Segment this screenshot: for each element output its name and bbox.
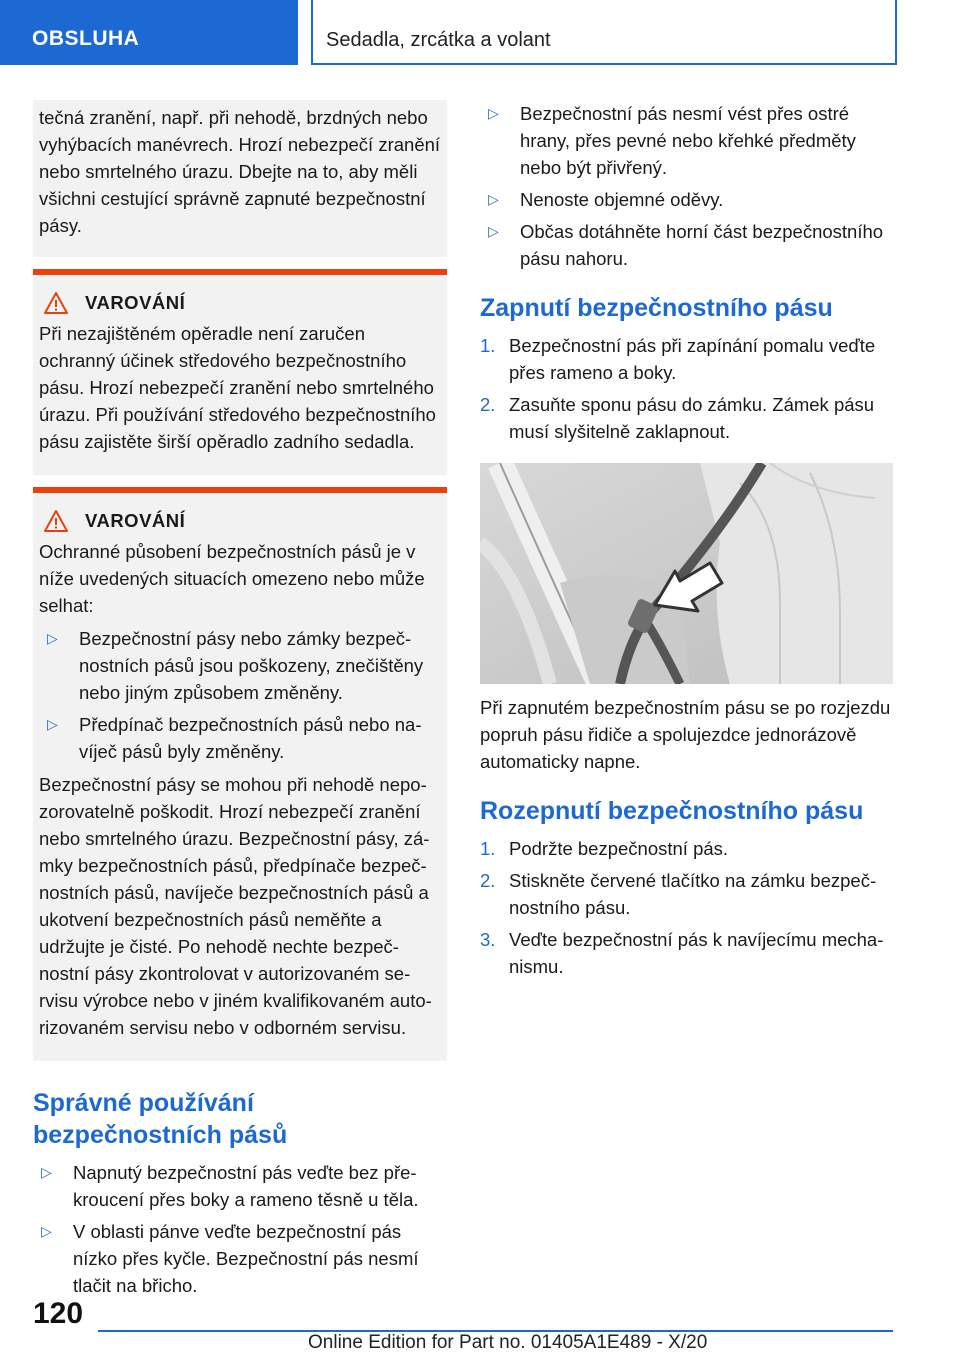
list-item — [480, 100, 892, 181]
list-item — [33, 1159, 447, 1213]
list-item — [33, 1218, 447, 1299]
list-item-text: V oblasti pánve veďte bezpečnostní pás nízko přes kyčle. Bezpečnostní pás nesmí tlačit na břicho. — [73, 1221, 419, 1296]
warning-box-1 — [33, 269, 447, 475]
left-column — [33, 100, 447, 1304]
right-column — [480, 100, 892, 985]
fasten-heading: Zapnutí bezpečnostního pásu — [480, 294, 833, 322]
triangle-bullet-icon: ▷ — [47, 716, 58, 732]
step-number: 3. — [480, 929, 496, 950]
triangle-bullet-icon: ▷ — [41, 1223, 52, 1239]
step-text: Zasuňte sponu pásu do zámku. Zámek pásu musí slyšitelně zaklapnout. — [509, 394, 875, 442]
list-item — [39, 625, 441, 706]
step-number: 1. — [480, 335, 496, 356]
warning-triangle-icon — [43, 291, 69, 315]
seatbelt-buckle-illustration — [480, 463, 893, 684]
warning-intro: Ochranné působení bezpečnostních pásů je v níže uvedených situacích omezeno nebo může selhat: — [39, 541, 425, 616]
list-item-text: Bezpečnostní pás nesmí vést přes ostré hrany, přes pevné nebo křehké předměty nebo být přivřený. — [520, 103, 856, 178]
step-item — [480, 835, 892, 862]
intro-note-text: tečná zranění, např. při nehodě, brzdných nebo vyhýbacích manévrech. Hrozí nebezpečí zranění nebo smrtelného úrazu. Dbejte na to, aby měli všichni cestující správně zapnuté bezpečnostní pásy. — [39, 107, 441, 236]
step-text: Veďte bezpečnostní pás k navíjecímu mechanismu. — [509, 929, 884, 977]
list-item — [480, 218, 892, 272]
step-text: Podržte bezpečnostní pás. — [509, 838, 729, 859]
step-number: 2. — [480, 870, 496, 891]
triangle-bullet-icon: ▷ — [41, 1164, 52, 1180]
header-section-tab — [0, 0, 298, 65]
header-section-label: OBSLUHA — [32, 27, 140, 50]
header-chapter-label: Sedadla, zrcátka a volant — [326, 29, 551, 51]
figure-caption: Při zapnutém bezpečnostním pásu se po rozjezdu popruh pásu řidiče a spolujezdce jednorázově automaticky napne. — [480, 697, 891, 772]
section-heading: Správné používání bezpečnostních pásů — [33, 1089, 288, 1149]
step-item — [480, 332, 892, 386]
step-item — [480, 867, 892, 921]
warning-title: VAROVÁNÍ — [85, 510, 186, 531]
warning-triangle-icon — [43, 509, 69, 533]
warning-title: VAROVÁNÍ — [85, 292, 186, 313]
step-number: 1. — [480, 838, 496, 859]
step-item — [480, 391, 892, 445]
triangle-bullet-icon: ▷ — [488, 223, 499, 239]
list-item-text: Napnutý bezpečnostní pás veďte bez překroucení přes boky a rameno těsně u těla. — [73, 1162, 419, 1210]
footer-edition: Online Edition for Part no. 01405A1E489 - X/20 — [308, 1332, 708, 1353]
list-item-text: Bezpečnostní pásy nebo zámky bezpečnostních pásů jsou poškozeny, znečištěny nebo jiným způsobem změněny. — [79, 628, 424, 703]
triangle-bullet-icon: ▷ — [488, 105, 499, 121]
intro-note-box — [33, 100, 447, 257]
warning-text: Při nezajištěném opěradle není zaručen ochranný účinek středového bezpečnostního pásu. Hrozí nebezpečí zranění nebo smrtelného úrazu. Při používání středového bezpečnostního pásu zajistěte širší opěradlo zadního sedadla. — [39, 323, 436, 452]
step-text: Bezpečnostní pás při zapínání pomalu veďte přes rameno a boky. — [509, 335, 876, 383]
step-number: 2. — [480, 394, 496, 415]
unfasten-heading: Rozepnutí bezpečnostního pásu — [480, 797, 864, 825]
list-item — [480, 186, 892, 213]
step-text: Stiskněte červené tlačítko na zámku bezpečnostního pásu. — [509, 870, 877, 918]
step-item — [480, 926, 892, 980]
triangle-bullet-icon: ▷ — [47, 630, 58, 646]
list-item-text: Předpínač bezpečnostních pásů nebo navíječ pásů byly změněny. — [79, 714, 422, 762]
triangle-bullet-icon: ▷ — [488, 191, 499, 207]
header-chapter-box — [311, 0, 897, 65]
warning-text: Bezpečnostní pásy se mohou při nehodě nepozorovatelně poškodit. Hrozí nebezpečí zranění nebo smrtelného úrazu. Bezpečnostní pásy, zámky bezpečnostních pásů, předpínače bezpečnostních pásů, navíječe bezpečnostních pásů a ukotvení bezpečnostních pásů neměňte a udržujte je čisté. Po nehodě nechte bezpečnostní pásy zkontrolovat v autorizovaném servisu výrobce nebo v jiném kvalifikovaném autorizovaném servisu nebo v odborném servisu. — [39, 774, 432, 1038]
list-item — [39, 711, 441, 765]
warning-box-2 — [33, 487, 447, 1061]
list-item-text: Občas dotáhněte horní část bezpečnostního pásu nahoru. — [520, 221, 884, 269]
list-item-text: Nenoste objemné oděvy. — [520, 189, 724, 210]
page-number: 120 — [33, 1297, 84, 1330]
